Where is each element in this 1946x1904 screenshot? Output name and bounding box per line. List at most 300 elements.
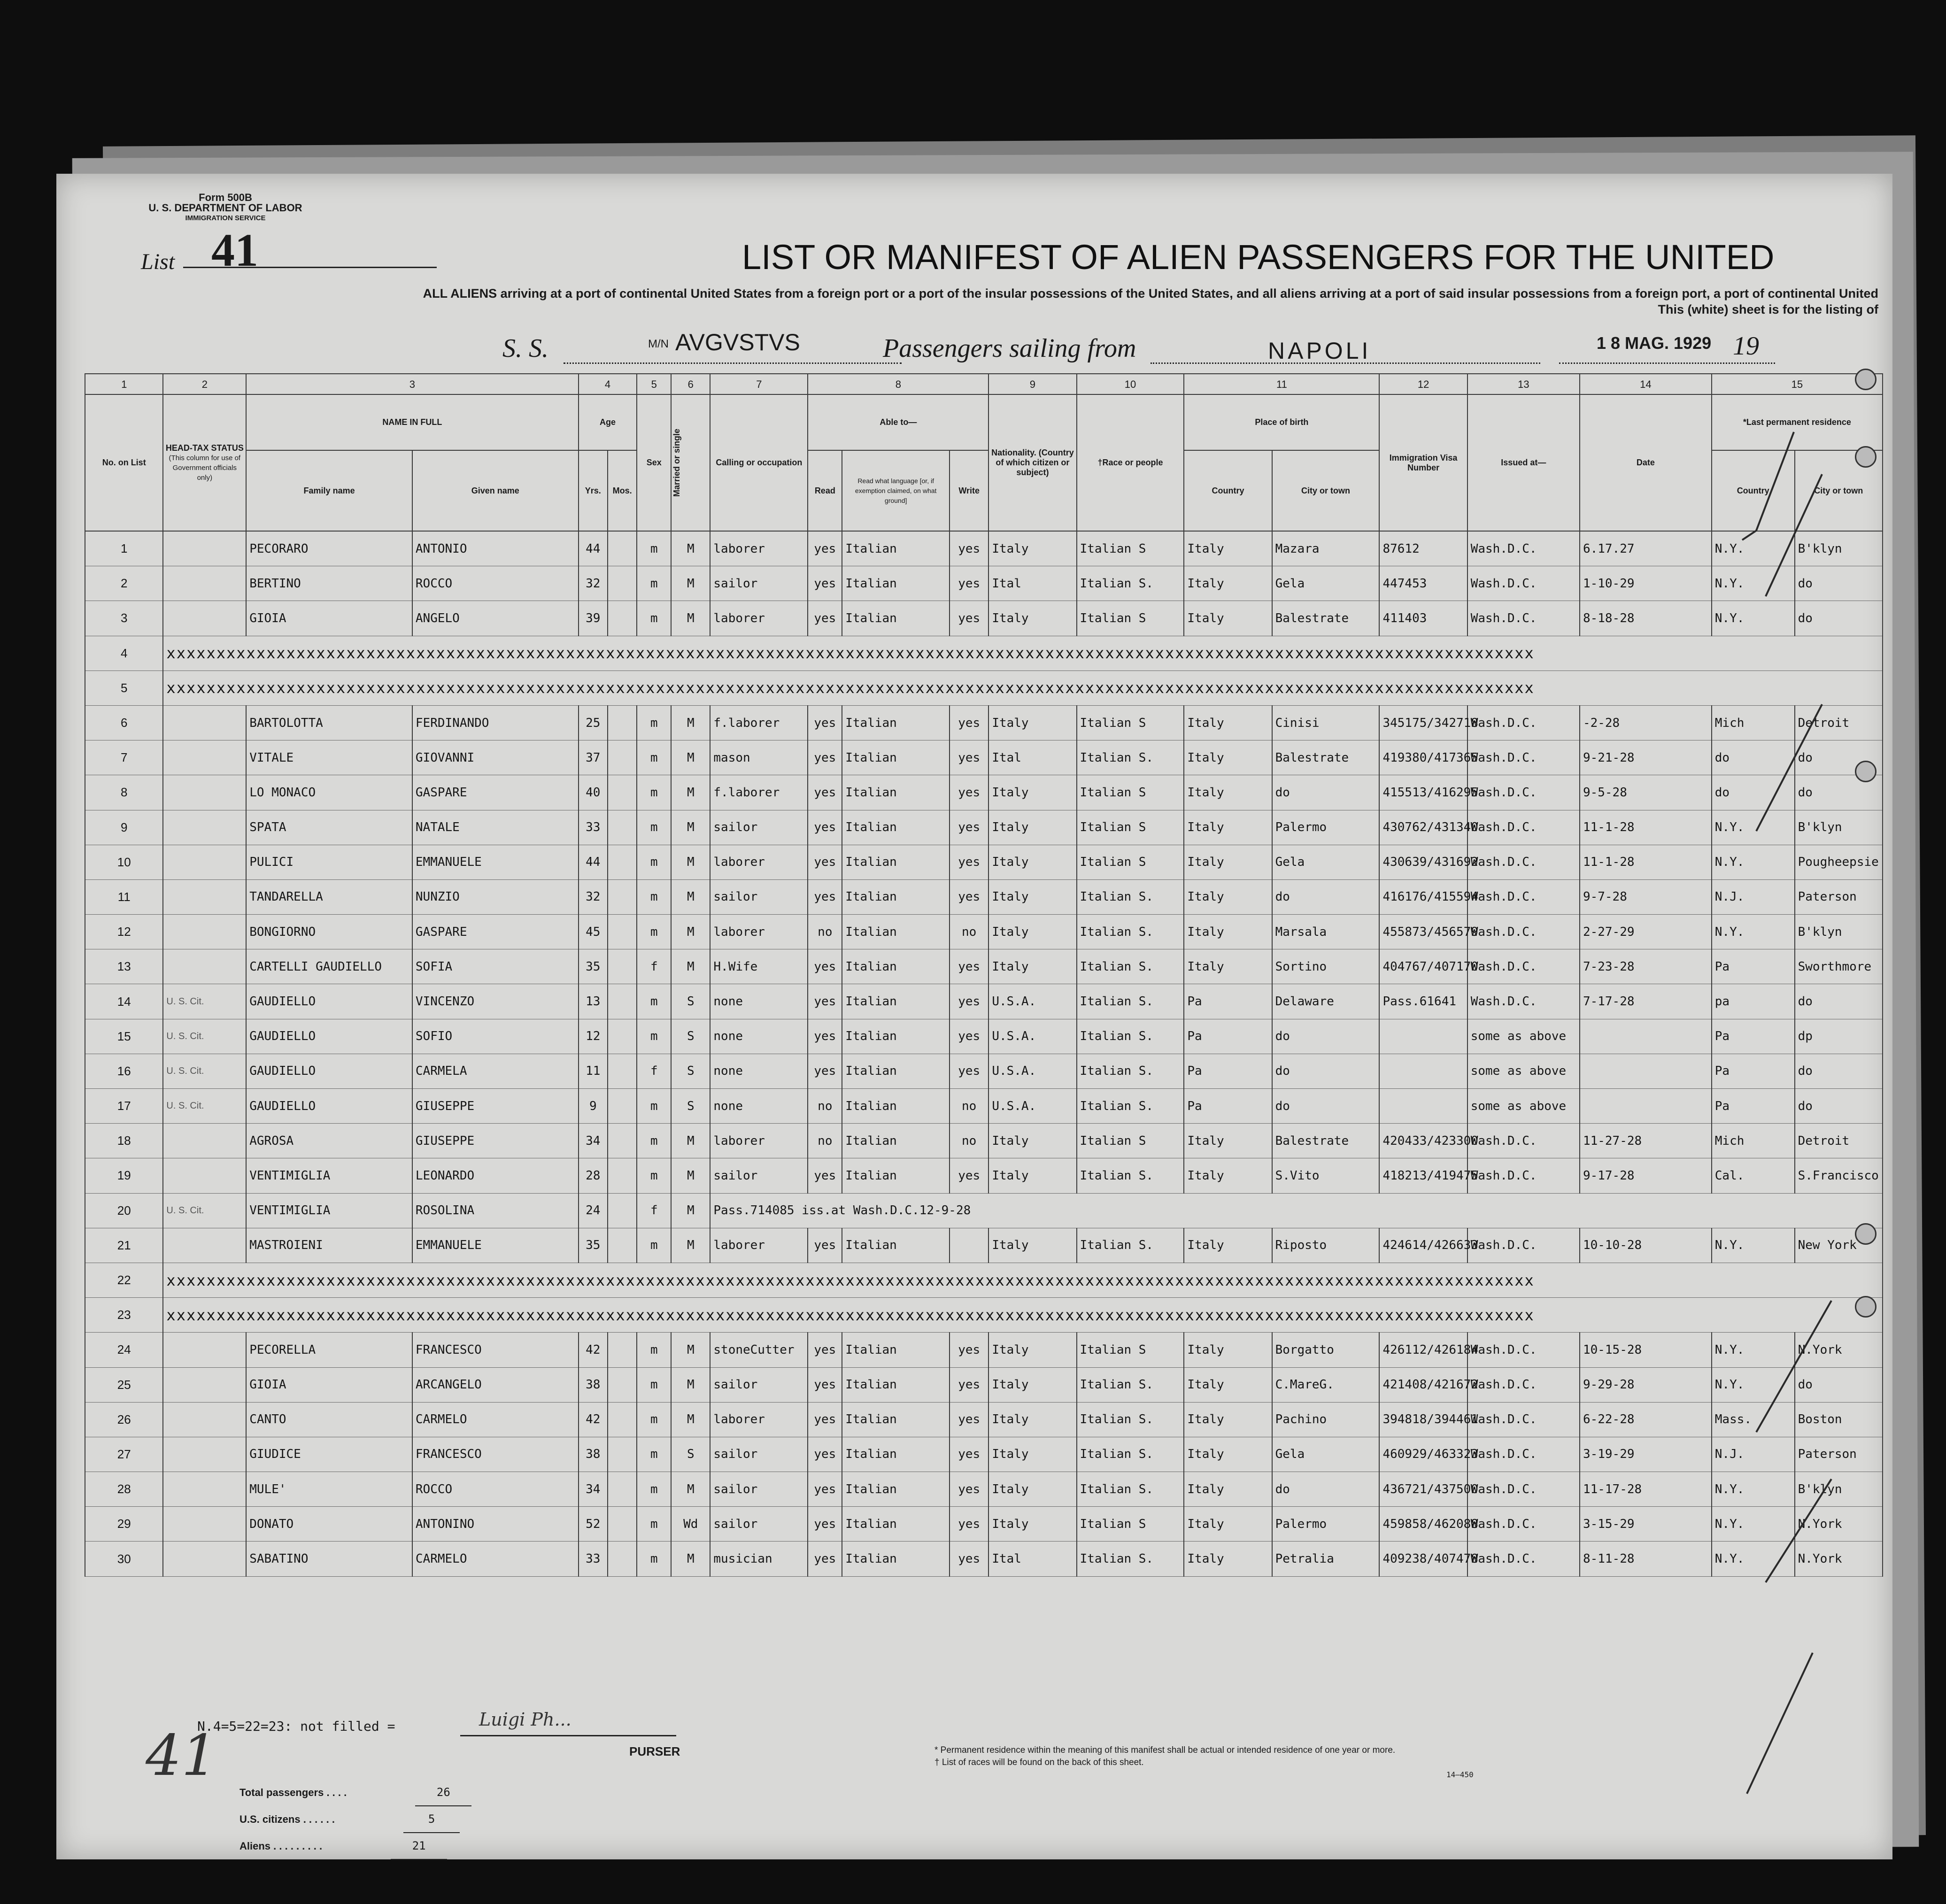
header-yrs: Yrs. bbox=[579, 450, 608, 531]
read-cell: yes bbox=[808, 775, 842, 810]
check-mark bbox=[1747, 1653, 1813, 1794]
col-num: 5 bbox=[637, 374, 671, 394]
manifest-sheet bbox=[56, 174, 1892, 1859]
residence-country-cell: N.Y. bbox=[1712, 1472, 1795, 1507]
birth-country-cell: Italy bbox=[1184, 845, 1272, 879]
punch-hole bbox=[1855, 761, 1876, 782]
issued-at-cell: Wash.D.C. bbox=[1467, 531, 1580, 566]
void-line-cell: xxxxxxxxxxxxxxxxxxxxxxxxxxxxxxxxxxxxxxxxxxxxxxxxxxxxxxxxxxxxxxxxxxxxxxxxxxxxxxxxxxxxxxxxxxxxxxxxxxxxxxxxxxxxxxxxxxxxxxxxxxxxxxxxxxxxxxxxx bbox=[163, 1263, 1883, 1297]
write-cell: no bbox=[950, 1089, 988, 1124]
read-cell: yes bbox=[808, 1367, 842, 1402]
row-number-cell: 11 bbox=[85, 879, 163, 914]
visa-date-cell: 9-21-28 bbox=[1580, 740, 1712, 775]
marital-cell: S bbox=[671, 984, 710, 1019]
residence-country-cell: Pa bbox=[1712, 1019, 1795, 1054]
residence-country-cell: N.Y. bbox=[1712, 915, 1795, 949]
race-cell: Italian S bbox=[1077, 1333, 1184, 1367]
sex-cell: m bbox=[637, 601, 671, 636]
nationality-cell: U.S.A. bbox=[988, 984, 1076, 1019]
nationality-cell: Italy bbox=[988, 810, 1076, 845]
language-cell: Italian bbox=[842, 1333, 950, 1367]
header-mos: Mos. bbox=[608, 450, 637, 531]
language-cell: Italian bbox=[842, 1019, 950, 1054]
nationality-cell: Italy bbox=[988, 531, 1076, 566]
residence-country-cell: N.Y. bbox=[1712, 1507, 1795, 1542]
family-name-cell: PECORELLA bbox=[246, 1333, 412, 1367]
ship-name-text: AVGVSTVS bbox=[675, 329, 800, 355]
form-code: 14—450 bbox=[1446, 1770, 1474, 1779]
birth-city-cell: Marsala bbox=[1272, 915, 1380, 949]
read-cell: yes bbox=[808, 1054, 842, 1088]
visa-number-cell: 430762/431340 bbox=[1379, 810, 1467, 845]
age-years-cell: 12 bbox=[579, 1019, 608, 1054]
age-years-cell: 32 bbox=[579, 879, 608, 914]
race-cell: Italian S. bbox=[1077, 1542, 1184, 1576]
read-cell: no bbox=[808, 1089, 842, 1124]
write-cell: yes bbox=[950, 1054, 988, 1088]
header-visa: Immigration Visa Number bbox=[1379, 394, 1467, 531]
birth-country-cell: Italy bbox=[1184, 915, 1272, 949]
issued-at-cell: Wash.D.C. bbox=[1467, 1542, 1580, 1576]
residence-city-cell: B'klyn bbox=[1795, 810, 1883, 845]
department-name: U. S. DEPARTMENT OF LABOR bbox=[148, 202, 302, 214]
header-family-name: Family name bbox=[246, 450, 412, 531]
family-name-cell: VITALE bbox=[246, 740, 412, 775]
punch-hole bbox=[1855, 369, 1876, 390]
visa-number-cell: 455873/456579 bbox=[1379, 915, 1467, 949]
header-birth-country: Country bbox=[1184, 450, 1272, 531]
race-cell: Italian S. bbox=[1077, 1437, 1184, 1472]
family-name-cell: VENTIMIGLIA bbox=[246, 1158, 412, 1193]
residence-country-cell: N.J. bbox=[1712, 1437, 1795, 1472]
birth-country-cell: Italy bbox=[1184, 740, 1272, 775]
residence-city-cell: do bbox=[1795, 1054, 1883, 1088]
write-cell: yes bbox=[950, 845, 988, 879]
given-name-cell: FERDINANDO bbox=[412, 705, 579, 740]
birth-country-cell: Pa bbox=[1184, 984, 1272, 1019]
residence-city-cell: N.York bbox=[1795, 1542, 1883, 1576]
family-name-cell: MULE' bbox=[246, 1472, 412, 1507]
write-cell: yes bbox=[950, 1472, 988, 1507]
given-name-cell: ANTONIO bbox=[412, 531, 579, 566]
occupation-cell: stoneCutter bbox=[710, 1333, 808, 1367]
residence-country-cell: N.Y. bbox=[1712, 810, 1795, 845]
col-num: 1 bbox=[85, 374, 163, 394]
race-cell: Italian S. bbox=[1077, 1054, 1184, 1088]
us-citizens-label: U.S. citizens bbox=[239, 1813, 301, 1825]
given-name-cell: ROCCO bbox=[412, 566, 579, 601]
nationality-cell: Italy bbox=[988, 949, 1076, 984]
occupation-cell: sailor bbox=[710, 879, 808, 914]
birth-city-cell: Balestrate bbox=[1272, 740, 1380, 775]
visa-date-cell: 7-23-28 bbox=[1580, 949, 1712, 984]
residence-city-cell: New York bbox=[1795, 1228, 1883, 1263]
occupation-cell: f.laborer bbox=[710, 775, 808, 810]
row-number-cell: 13 bbox=[85, 949, 163, 984]
occupation-cell: laborer bbox=[710, 531, 808, 566]
occupation-cell: sailor bbox=[710, 1367, 808, 1402]
age-years-cell: 28 bbox=[579, 1158, 608, 1193]
header-place-of-birth: Place of birth bbox=[1184, 394, 1379, 450]
visa-date-cell: 9-29-28 bbox=[1580, 1367, 1712, 1402]
age-years-cell: 40 bbox=[579, 775, 608, 810]
visa-number-cell: 416176/415594 bbox=[1379, 879, 1467, 914]
occupation-cell: laborer bbox=[710, 1124, 808, 1158]
read-cell: yes bbox=[808, 705, 842, 740]
write-cell: yes bbox=[950, 810, 988, 845]
issued-at-cell: Wash.D.C. bbox=[1467, 1124, 1580, 1158]
occupation-cell: sailor bbox=[710, 810, 808, 845]
residence-city-cell: Boston bbox=[1795, 1402, 1883, 1437]
marital-cell: M bbox=[671, 1228, 710, 1263]
residence-country-cell: Mass. bbox=[1712, 1402, 1795, 1437]
row-number-cell: 20 bbox=[85, 1193, 163, 1228]
age-years-cell: 24 bbox=[579, 1193, 608, 1228]
row-number-cell: 8 bbox=[85, 775, 163, 810]
occupation-cell: sailor bbox=[710, 1158, 808, 1193]
nationality-cell: Ital bbox=[988, 740, 1076, 775]
row-number-cell: 3 bbox=[85, 601, 163, 636]
family-name-cell: PULICI bbox=[246, 845, 412, 879]
occupation-cell: none bbox=[710, 984, 808, 1019]
occupation-cell: H.Wife bbox=[710, 949, 808, 984]
row-number-cell: 24 bbox=[85, 1333, 163, 1367]
write-cell: yes bbox=[950, 1019, 988, 1054]
header-date: Date bbox=[1580, 394, 1712, 531]
manifest-title: LIST OR MANIFEST OF ALIEN PASSENGERS FOR THE UNITED bbox=[742, 238, 1775, 277]
issued-at-cell: Wash.D.C. bbox=[1467, 1228, 1580, 1263]
check-mark bbox=[1742, 432, 1794, 540]
occupation-cell: sailor bbox=[710, 1472, 808, 1507]
race-cell: Italian S. bbox=[1077, 949, 1184, 984]
marital-cell: S bbox=[671, 1089, 710, 1124]
birth-country-cell: Italy bbox=[1184, 1333, 1272, 1367]
row-number-cell: 18 bbox=[85, 1124, 163, 1158]
issued-at-cell: Wash.D.C. bbox=[1467, 1158, 1580, 1193]
sex-cell: m bbox=[637, 845, 671, 879]
birth-country-cell: Italy bbox=[1184, 1158, 1272, 1193]
punch-hole bbox=[1855, 1223, 1876, 1245]
check-mark bbox=[1756, 704, 1822, 831]
write-cell: yes bbox=[950, 1333, 988, 1367]
family-name-cell: BERTINO bbox=[246, 566, 412, 601]
age-years-cell: 44 bbox=[579, 531, 608, 566]
sex-cell: m bbox=[637, 879, 671, 914]
race-cell: Italian S bbox=[1077, 1507, 1184, 1542]
residence-city-cell: Paterson bbox=[1795, 1437, 1883, 1472]
nationality-cell: Italy bbox=[988, 1124, 1076, 1158]
void-line-cell: xxxxxxxxxxxxxxxxxxxxxxxxxxxxxxxxxxxxxxxxxxxxxxxxxxxxxxxxxxxxxxxxxxxxxxxxxxxxxxxxxxxxxxxxxxxxxxxxxxxxxxxxxxxxxxxxxxxxxxxxxxxxxxxxxxxxxxxxx bbox=[163, 1298, 1883, 1333]
birth-country-cell: Italy bbox=[1184, 879, 1272, 914]
family-name-cell: TANDARELLA bbox=[246, 879, 412, 914]
residence-city-cell: Sworthmore bbox=[1795, 949, 1883, 984]
marital-cell: M bbox=[671, 949, 710, 984]
visa-date-cell: 11-27-28 bbox=[1580, 1124, 1712, 1158]
residence-country-cell: N.J. bbox=[1712, 879, 1795, 914]
issued-at-cell: Wash.D.C. bbox=[1467, 1402, 1580, 1437]
birth-country-cell: Italy bbox=[1184, 1472, 1272, 1507]
issued-at-cell: Wash.D.C. bbox=[1467, 740, 1580, 775]
nationality-cell: U.S.A. bbox=[988, 1019, 1076, 1054]
col-num: 8 bbox=[808, 374, 988, 394]
visa-date-cell: 6-22-28 bbox=[1580, 1402, 1712, 1437]
residence-country-cell: N.Y. bbox=[1712, 845, 1795, 879]
head-tax-cell: U. S. Cit. bbox=[163, 1054, 246, 1088]
read-cell: yes bbox=[808, 1472, 842, 1507]
header-sex: Sex bbox=[637, 394, 671, 531]
visa-number-cell: 420433/423300 bbox=[1379, 1124, 1467, 1158]
write-cell: no bbox=[950, 1124, 988, 1158]
family-name-cell: LO MONACO bbox=[246, 775, 412, 810]
aliens-value: 21 bbox=[391, 1833, 447, 1860]
family-name-cell: AGROSA bbox=[246, 1124, 412, 1158]
race-cell: Italian S. bbox=[1077, 1228, 1184, 1263]
marital-cell: M bbox=[671, 1402, 710, 1437]
family-name-cell: BARTOLOTTA bbox=[246, 705, 412, 740]
birth-country-cell: Italy bbox=[1184, 1437, 1272, 1472]
issued-at-cell: Wash.D.C. bbox=[1467, 1437, 1580, 1472]
family-name-cell: VENTIMIGLIA bbox=[246, 1193, 412, 1228]
visa-number-cell: 87612 bbox=[1379, 531, 1467, 566]
occupation-cell: none bbox=[710, 1019, 808, 1054]
race-cell: Italian S. bbox=[1077, 1367, 1184, 1402]
read-cell: yes bbox=[808, 601, 842, 636]
birth-city-cell: do bbox=[1272, 1089, 1380, 1124]
subtitle-line-2: This (white) sheet is for the listing of bbox=[1658, 302, 1878, 316]
family-name-cell: DONATO bbox=[246, 1507, 412, 1542]
age-years-cell: 34 bbox=[579, 1472, 608, 1507]
occupation-cell: laborer bbox=[710, 1228, 808, 1263]
head-tax-title: HEAD-TAX STATUS bbox=[165, 443, 244, 453]
header-last-residence: *Last permanent residence bbox=[1712, 394, 1883, 450]
sex-cell: m bbox=[637, 1333, 671, 1367]
visa-date-cell: 3-15-29 bbox=[1580, 1507, 1712, 1542]
row-number-cell: 12 bbox=[85, 915, 163, 949]
header-name-in-full: NAME IN FULL bbox=[246, 394, 578, 450]
birth-city-cell: Mazara bbox=[1272, 531, 1380, 566]
family-name-cell: SABATINO bbox=[246, 1542, 412, 1576]
residence-country-cell: N.Y. bbox=[1712, 1228, 1795, 1263]
visa-date-cell: 6.17.27 bbox=[1580, 531, 1712, 566]
row-number-cell: 22 bbox=[85, 1263, 163, 1297]
marital-cell: M bbox=[671, 1124, 710, 1158]
language-cell: Italian bbox=[842, 845, 950, 879]
row-number-cell: 21 bbox=[85, 1228, 163, 1263]
residence-city-cell: do bbox=[1795, 1367, 1883, 1402]
residence-city-cell: do bbox=[1795, 1089, 1883, 1124]
nationality-cell: Italy bbox=[988, 775, 1076, 810]
birth-city-cell: Gela bbox=[1272, 566, 1380, 601]
marital-cell: M bbox=[671, 915, 710, 949]
residence-country-cell: do bbox=[1712, 775, 1795, 810]
given-name-cell: GASPARE bbox=[412, 915, 579, 949]
given-name-cell: NUNZIO bbox=[412, 879, 579, 914]
visa-date-cell: 8-11-28 bbox=[1580, 1542, 1712, 1576]
write-cell: yes bbox=[950, 879, 988, 914]
sex-cell: f bbox=[637, 949, 671, 984]
family-name-cell: MASTROIENI bbox=[246, 1228, 412, 1263]
read-cell: yes bbox=[808, 1333, 842, 1367]
read-cell: yes bbox=[808, 1019, 842, 1054]
visa-number-cell: 419380/417365 bbox=[1379, 740, 1467, 775]
row-number-cell: 16 bbox=[85, 1054, 163, 1088]
nationality-cell: U.S.A. bbox=[988, 1054, 1076, 1088]
write-cell: yes bbox=[950, 1158, 988, 1193]
sex-cell: m bbox=[637, 566, 671, 601]
marital-cell: M bbox=[671, 601, 710, 636]
sex-cell: m bbox=[637, 1472, 671, 1507]
header-race: †Race or people bbox=[1077, 394, 1184, 531]
issued-at-cell: Wash.D.C. bbox=[1467, 810, 1580, 845]
write-cell: yes bbox=[950, 1402, 988, 1437]
nationality-cell: Italy bbox=[988, 845, 1076, 879]
family-name-cell: GAUDIELLO bbox=[246, 1019, 412, 1054]
write-cell: yes bbox=[950, 705, 988, 740]
sex-cell: m bbox=[637, 1402, 671, 1437]
nationality-cell: Italy bbox=[988, 1333, 1076, 1367]
visa-number-cell: 404767/407170 bbox=[1379, 949, 1467, 984]
language-cell: Italian bbox=[842, 1228, 950, 1263]
issued-at-cell: Wash.D.C. bbox=[1467, 1507, 1580, 1542]
list-label: List bbox=[141, 249, 175, 274]
given-name-cell: GASPARE bbox=[412, 775, 579, 810]
visa-date-cell: 9-7-28 bbox=[1580, 879, 1712, 914]
read-cell: no bbox=[808, 1124, 842, 1158]
given-name-cell: ANGELO bbox=[412, 601, 579, 636]
marital-cell: M bbox=[671, 1333, 710, 1367]
passport-note-cell: Pass.714085 iss.at Wash.D.C.12-9-28 bbox=[710, 1193, 1883, 1228]
birth-city-cell: Sortino bbox=[1272, 949, 1380, 984]
family-name-cell: GIOIA bbox=[246, 601, 412, 636]
nationality-cell: Italy bbox=[988, 1158, 1076, 1193]
visa-number-cell: 424614/426633 bbox=[1379, 1228, 1467, 1263]
write-cell: no bbox=[950, 915, 988, 949]
occupation-cell: sailor bbox=[710, 1507, 808, 1542]
nationality-cell: Italy bbox=[988, 915, 1076, 949]
language-cell: Italian bbox=[842, 915, 950, 949]
void-line-cell: xxxxxxxxxxxxxxxxxxxxxxxxxxxxxxxxxxxxxxxxxxxxxxxxxxxxxxxxxxxxxxxxxxxxxxxxxxxxxxxxxxxxxxxxxxxxxxxxxxxxxxxxxxxxxxxxxxxxxxxxxxxxxxxxxxxxxxxxx bbox=[163, 671, 1883, 705]
row-number-cell: 5 bbox=[85, 671, 163, 705]
header-nationality: Nationality. (Country of which citizen or subject) bbox=[988, 394, 1076, 531]
residence-country-cell: Pa bbox=[1712, 1054, 1795, 1088]
given-name-cell: NATALE bbox=[412, 810, 579, 845]
birth-country-cell: Italy bbox=[1184, 705, 1272, 740]
write-cell: yes bbox=[950, 1367, 988, 1402]
write-cell: yes bbox=[950, 984, 988, 1019]
header-birth-city: City or town bbox=[1272, 450, 1380, 531]
occupation-cell: laborer bbox=[710, 601, 808, 636]
visa-number-cell: Pass.61641 bbox=[1379, 984, 1467, 1019]
marital-cell: M bbox=[671, 566, 710, 601]
birth-country-cell: Italy bbox=[1184, 1124, 1272, 1158]
occupation-cell: f.laborer bbox=[710, 705, 808, 740]
visa-date-cell: 1-10-29 bbox=[1580, 566, 1712, 601]
residence-country-cell: N.Y. bbox=[1712, 1542, 1795, 1576]
issued-at-cell: Wash.D.C. bbox=[1467, 601, 1580, 636]
header-issued-at: Issued at— bbox=[1467, 394, 1580, 531]
sex-cell: f bbox=[637, 1193, 671, 1228]
issued-at-cell: some as above bbox=[1467, 1089, 1580, 1124]
visa-number-cell: 430639/431692 bbox=[1379, 845, 1467, 879]
read-cell: yes bbox=[808, 879, 842, 914]
nationality-cell: Italy bbox=[988, 1228, 1076, 1263]
punch-hole bbox=[1855, 1296, 1876, 1318]
col-num: 14 bbox=[1580, 374, 1712, 394]
race-cell: Italian S. bbox=[1077, 1472, 1184, 1507]
col-num: 12 bbox=[1379, 374, 1467, 394]
head-tax-cell: U. S. Cit. bbox=[163, 1193, 246, 1228]
tick-marks-overlay bbox=[56, 174, 1892, 1859]
issued-at-cell: Wash.D.C. bbox=[1467, 949, 1580, 984]
row-number-cell: 26 bbox=[85, 1402, 163, 1437]
sex-cell: m bbox=[637, 1367, 671, 1402]
language-cell: Italian bbox=[842, 705, 950, 740]
marital-cell: S bbox=[671, 1019, 710, 1054]
row-number-cell: 19 bbox=[85, 1158, 163, 1193]
given-name-cell: GIOVANNI bbox=[412, 740, 579, 775]
race-cell: Italian S bbox=[1077, 601, 1184, 636]
family-name-cell: GAUDIELLO bbox=[246, 1054, 412, 1088]
sex-cell: f bbox=[637, 1054, 671, 1088]
header-res-country: Country bbox=[1712, 450, 1795, 531]
family-name-cell: CARTELLI GAUDIELLO bbox=[246, 949, 412, 984]
nationality-cell: Ital bbox=[988, 1542, 1076, 1576]
residence-city-cell: Paterson bbox=[1795, 879, 1883, 914]
visa-date-cell: 11-1-28 bbox=[1580, 845, 1712, 879]
language-cell: Italian bbox=[842, 1124, 950, 1158]
check-mark bbox=[1756, 1301, 1831, 1432]
race-cell: Italian S bbox=[1077, 705, 1184, 740]
birth-country-cell: Italy bbox=[1184, 566, 1272, 601]
write-cell: yes bbox=[950, 775, 988, 810]
family-name-cell: BONGIORNO bbox=[246, 915, 412, 949]
birth-city-cell: do bbox=[1272, 1019, 1380, 1054]
language-cell: Italian bbox=[842, 1507, 950, 1542]
given-name-cell: CARMELA bbox=[412, 1054, 579, 1088]
age-years-cell: 44 bbox=[579, 845, 608, 879]
us-citizens-value: 5 bbox=[403, 1806, 460, 1833]
residence-city-cell: B'klyn bbox=[1795, 915, 1883, 949]
head-tax-cell: U. S. Cit. bbox=[163, 1089, 246, 1124]
sex-cell: m bbox=[637, 1158, 671, 1193]
header-write: Write bbox=[950, 450, 988, 531]
subtitle-line-1: ALL ALIENS arriving at a port of continental United States from a foreign port or a port of the insular possessions of the United States, and all aliens arriving at a port of said insular possessions from a foreign port, a port of continental United bbox=[423, 286, 1878, 301]
marital-cell: M bbox=[671, 845, 710, 879]
family-name-cell: GIOIA bbox=[246, 1367, 412, 1402]
birth-country-cell: Italy bbox=[1184, 1402, 1272, 1437]
nationality-cell: Italy bbox=[988, 879, 1076, 914]
read-cell: yes bbox=[808, 1507, 842, 1542]
residence-country-cell: Pa bbox=[1712, 949, 1795, 984]
service-name: IMMIGRATION SERVICE bbox=[185, 214, 266, 222]
header-read-language: Read what language [or, if exemption claimed, on what ground] bbox=[842, 450, 950, 531]
birth-country-cell: Italy bbox=[1184, 810, 1272, 845]
nationality-cell: Italy bbox=[988, 705, 1076, 740]
family-name-cell: GIUDICE bbox=[246, 1437, 412, 1472]
residence-country-cell: Cal. bbox=[1712, 1158, 1795, 1193]
col-num: 13 bbox=[1467, 374, 1580, 394]
birth-city-cell: Balestrate bbox=[1272, 601, 1380, 636]
write-cell: yes bbox=[950, 1542, 988, 1576]
nationality-cell: Italy bbox=[988, 1437, 1076, 1472]
race-cell: Italian S. bbox=[1077, 879, 1184, 914]
residence-country-cell: pa bbox=[1712, 984, 1795, 1019]
col-num: 7 bbox=[710, 374, 808, 394]
form-number: Form 500B bbox=[199, 192, 252, 203]
occupation-cell: musician bbox=[710, 1542, 808, 1576]
issued-at-cell: Wash.D.C. bbox=[1467, 879, 1580, 914]
read-cell: yes bbox=[808, 1158, 842, 1193]
